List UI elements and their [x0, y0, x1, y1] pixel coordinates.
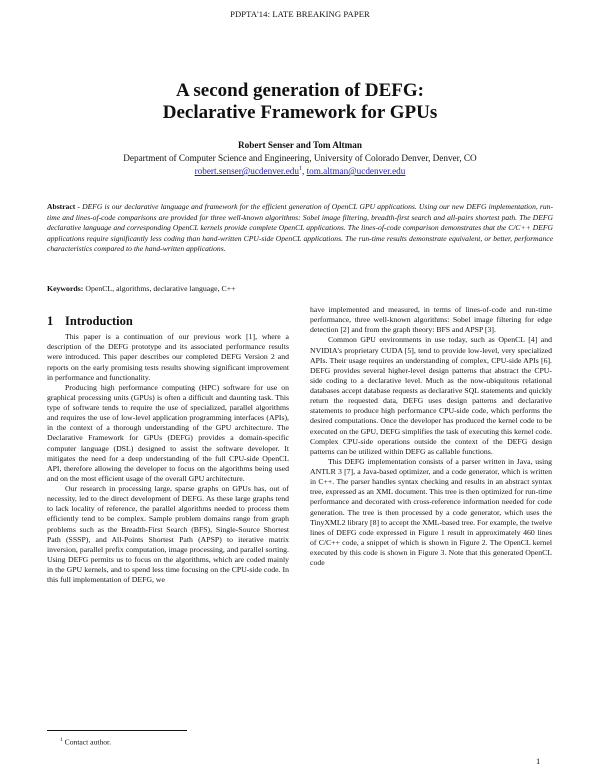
section-title: Introduction [65, 314, 133, 328]
email-footnote-mark: 1 [299, 166, 302, 172]
section-number: 1 [47, 314, 54, 328]
keywords-label: Keywords: [47, 284, 84, 293]
footnote-mark: 1 [60, 737, 63, 743]
keywords [47, 284, 553, 293]
paper-title [0, 80, 600, 124]
affiliation: Department of Computer Science and Engineering, University of Colorado Denver, Denver, CO [123, 153, 477, 163]
paragraph: This DEFG implementation consists of a parser written in Java, using ANTLR 3 [7], a Java-based optimizer, and a code generator, which is written in C++. The parser handles syntax checking and results in an abstract syntax tree, expressed as an XML document. This tree is then optimized for run-time performance and decorated with cross-reference information needed for code generation. The tree is then processed by a code generator, which uses the TinyXML2 library [8] to accept the XML-based tree. For example, the twelve lines of DEFG code expressed in Figure 1 result in approximately 460 lines of C/C++ code, a snippet of which is shown in Figure 2. The OpenCL kernel executed by this code is shown in Figure 3. Note that this generated OpenCL code [310, 456, 552, 568]
footnote [60, 737, 111, 747]
abstract-text: DEFG is our declarative language and framework for the efficient generation of OpenCL GPU applications. Using our new DEFG implementation, run-time and lines-of-code comparisons are provided for three well-known algorithms: Sobel image filtering, breadth-first search and all-pairs shortest path. The DEFG declarative language and corresponding OpenCL kernels provide complete OpenCL applications. The lines-of-code comparison demonstrates that the C/C++ DEFG applications require significantly less coding than hand-written CPU-side OpenCL applications. The run-time results demonstrate equivalent, or better, performance characteristics compared to the hand-written applications. [47, 202, 554, 254]
email-separator: , [302, 166, 305, 177]
authors: Robert Senser and Tom Altman [238, 140, 362, 150]
paragraph: Our research in processing large, sparse graphs on GPUs has, out of necessity, led to the direct development of DEFG. As these large graphs tend to lack locality of reference, the parallel algorithms needed to process them efficiently tend to be complex. Sample problem domains range from graph problems such as the Breadth-First Search (BFS), Single-Source Shortest Path (SSSP), and All-Points Shortest Path (APSP) to iterative matrix inversion, parallel prefix computation, image processing, and parallel sorting. Using DEFG permits us to focus on the algorithms, which are coded mainly in the GPU kernels, and to spend less time focusing on the CPU-side code. In this full implementation of DEFG, we [47, 484, 289, 585]
right-column [310, 305, 552, 568]
running-head: PDPTA'14: LATE BREAKING PAPER [230, 9, 370, 19]
email-link-altman[interactable]: tom.altman@ucdenver.edu [306, 166, 406, 177]
abstract-label: Abstract - [47, 202, 80, 211]
author-emails [0, 166, 600, 176]
abstract [47, 202, 553, 255]
paragraph: This paper is a continuation of our previous work [1], where a description of the DEFG prototype and its associated performance results were introduced. This paper describes our completed DEFG Version 2 and reports on the early promising tests results showing significant improvement in performance and functionality. [47, 332, 289, 382]
paragraph: Producing high performance computing (HPC) software for use on graphical processing units (GPUs) is often a difficult and daunting task. This type of software tends to require the use of specialized, parallel algorithms and requires the use of low-level application programming interfaces (APIs), in the context of a thorough understanding of the GPU architecture. The Declarative Framework for GPUs (DEFG) provides a domain-specific computer language (DSL) designed to assist the software developer. It mitigates the need for a deep understanding of the full CPU-side OpenCL API, therefore allowing the developer to focus on the algorithms being used and on the most efficient usage of the overall GPU architecture. [47, 382, 289, 483]
footnote-text: Contact author. [64, 737, 112, 747]
footnote-rule [47, 730, 187, 731]
title-line-2: Declarative Framework for GPUs [162, 102, 438, 123]
page-number: 1 [536, 756, 541, 766]
paragraph: have implemented and measured, in terms of lines-of-code and run-time performance, three well-known algorithms: Sobel image filtering for edge detection [2] and from the graph theory: BFS and APSP [3]. [310, 305, 552, 335]
title-line-1: A second generation of DEFG: [175, 80, 425, 101]
section-heading [47, 316, 289, 326]
keywords-text: OpenCL, algorithms, declarative language, C++ [85, 284, 236, 293]
left-column [47, 316, 289, 585]
paragraph: Common GPU environments in use today, such as OpenCL [4] and NVIDIA's proprietary CUDA [5], tend to provide low-level, very specialized APIs. Their usage requires an understanding of complex, CPU-side APIs [6]. DEFG provides several higher-level design patterns that abstract the CPU-side coding to a declarative level. Much as the now-ubiquitous relational databases accept database requests as declarative SQL statements and quickly return the requested data, DEFG uses design patterns and declarative statements to produce high performance CPU-side code, which performs the desired computations. Once the developer has produced the kernel code to be executed on the GPU, DEFG simplifies the task of executing this kernel code. Complex CPU-side operations outside the context of the DEFG design patterns can be utilized within DEFG as callable functions. [310, 335, 552, 456]
email-link-senser[interactable]: robert.senser@ucdenver.edu [194, 166, 299, 177]
